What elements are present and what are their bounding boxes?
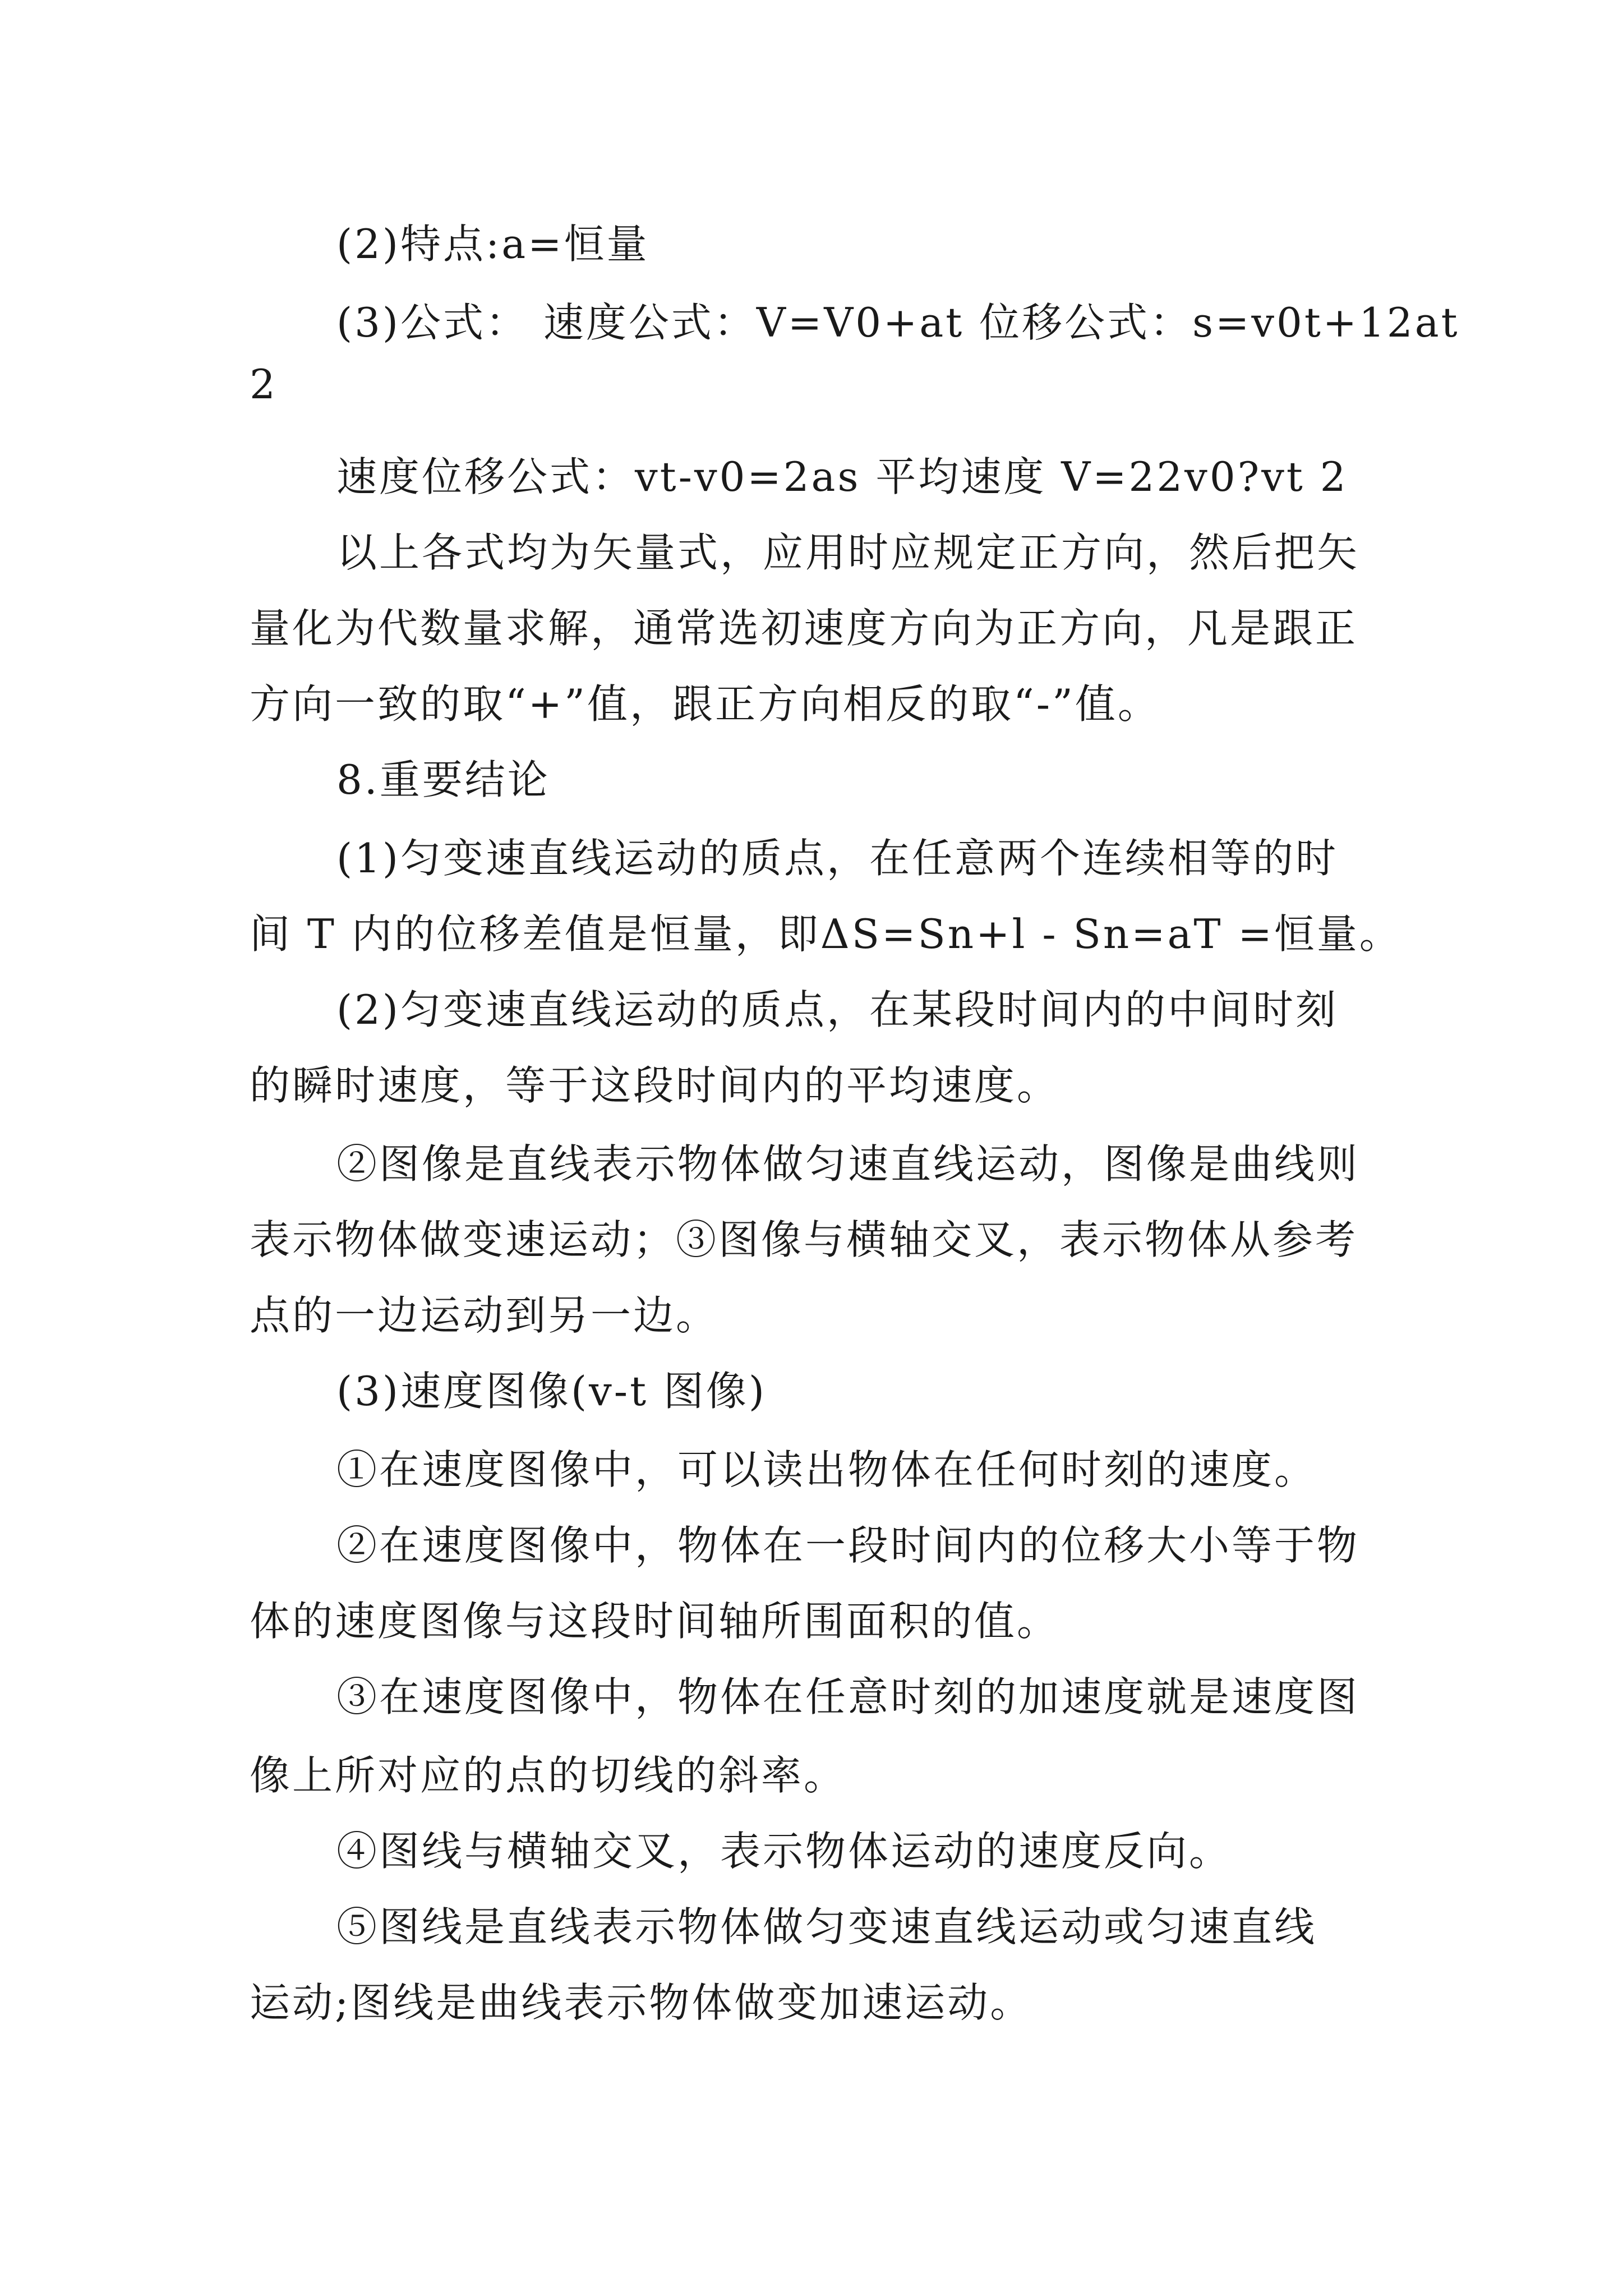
text-line: 表示物体做变速运动；③图像与横轴交叉，表示物体从参考 (250, 1216, 1358, 1263)
text-line: 2 (250, 361, 278, 408)
text-line: (2)特点:a=恒量 (336, 220, 649, 268)
text-line: 体的速度图像与这段时间轴所围面积的值。 (250, 1598, 1060, 1645)
text-line: 的瞬时速度，等于这段时间内的平均速度。 (250, 1062, 1060, 1109)
text-line: 以上各式均为矢量式，应用时应规定正方向，然后把矢 (336, 529, 1360, 576)
text-line: (2)匀变速直线运动的质点，在某段时间内的中间时刻 (336, 986, 1338, 1033)
text-line: 量化为代数量求解，通常选初速度方向为正方向，凡是跟正 (250, 605, 1358, 652)
text-line: 8.重要结论 (336, 756, 550, 803)
text-line: 速度位移公式：vt-v0=2as 平均速度 V=22v0?vt 2 (336, 453, 1348, 500)
text-line: ②在速度图像中，物体在一段时间内的位移大小等于物 (336, 1522, 1360, 1569)
text-line: ②图像是直线表示物体做匀速直线运动，图像是曲线则 (336, 1140, 1360, 1188)
text-line: ①在速度图像中，可以读出物体在任何时刻的速度。 (336, 1446, 1317, 1493)
text-line: (1)匀变速直线运动的质点，在任意两个连续相等的时 (336, 835, 1338, 882)
text-line: 间 T 内的位移差值是恒量，即ΔS=Sn+l - Sn=aT =恒量。 (250, 910, 1402, 958)
text-line: 运动;图线是曲线表示物体做变加速运动。 (250, 1979, 1033, 2026)
text-line: (3)速度图像(v-t 图像) (336, 1368, 767, 1415)
text-line: 点的一边运动到另一边。 (250, 1292, 719, 1339)
text-line: 像上所对应的点的切线的斜率。 (250, 1752, 847, 1799)
text-line: ⑤图线是直线表示物体做匀变速直线运动或匀速直线 (336, 1903, 1317, 1950)
text-line: (3)公式： 速度公式：V=V0+at 位移公式：s=v0t+12at (336, 299, 1460, 346)
text-line: ③在速度图像中，物体在任意时刻的加速度就是速度图 (336, 1673, 1360, 1720)
text-line: 方向一致的取“+”值，跟正方向相反的取“-”值。 (250, 680, 1160, 728)
text-line: ④图线与横轴交叉，表示物体运动的速度反向。 (336, 1828, 1232, 1875)
